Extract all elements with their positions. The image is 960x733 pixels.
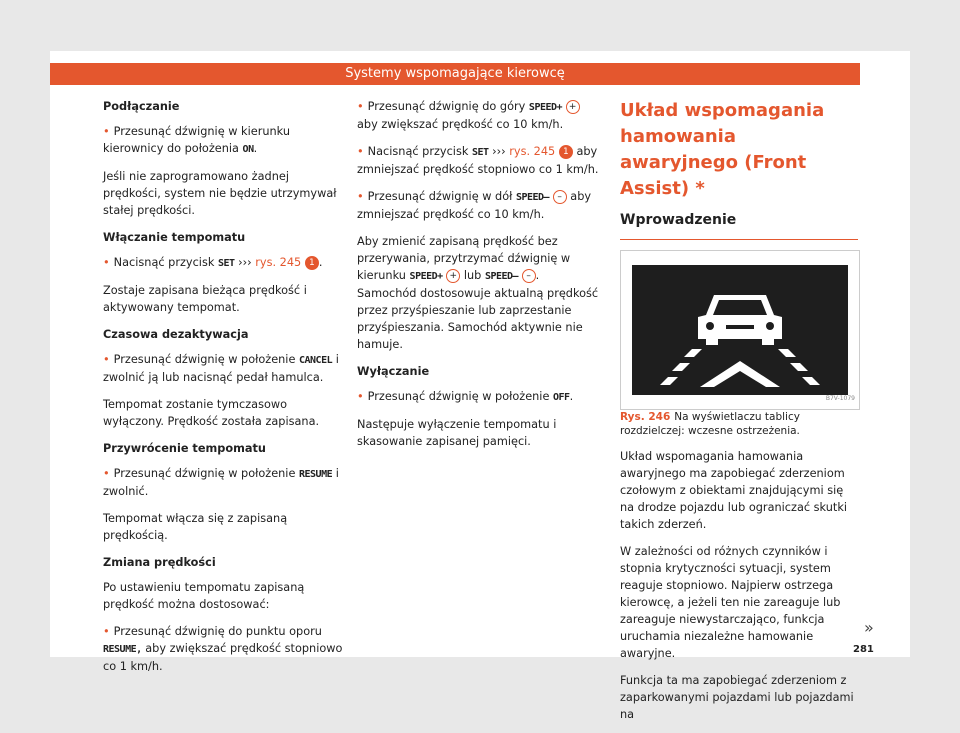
column-middle	[357, 98, 602, 460]
heading-zmiana-predkosci: Zmiana prędkości	[103, 556, 216, 569]
list-item: • Nacisnąć przycisk SET ››› rys. 245 1 .	[103, 256, 323, 269]
bullet-icon: •	[103, 125, 110, 138]
paragraph: Jeśli nie zaprogramowano żadnej prędkości, system nie będzie utrzymywał stałej prędkości.	[103, 170, 337, 217]
bullet-icon: •	[103, 353, 110, 366]
keyword: SPEED–	[484, 271, 519, 282]
callout-number: 1	[559, 145, 573, 159]
column-right	[620, 98, 860, 733]
bullet-icon: •	[357, 145, 364, 158]
keyword: SPEED+	[409, 271, 443, 282]
figure-caption: Rys. 246 Na wyświetlaczu tablicy rozdzielczej: wczesne ostrzeżenia.	[620, 411, 800, 437]
paragraph: Zostaje zapisana bieżąca prędkość i aktywowany tempomat.	[103, 284, 307, 314]
continue-icon: »	[864, 618, 874, 637]
plus-icon: +	[446, 269, 460, 283]
list-item: • Przesunąć dźwignię do góry SPEED+ + aby zwiększać prędkość co 10 km/h.	[357, 98, 602, 133]
bullet-icon: •	[357, 100, 364, 113]
figure-code: B7V-1079	[825, 395, 855, 402]
keyword: SET	[471, 147, 489, 158]
keyword: ON	[242, 144, 254, 155]
dashboard-display	[632, 265, 848, 395]
paragraph: Następuje wyłączenie tempomatu i skasowanie zapisanej pamięci.	[357, 418, 557, 448]
list-item: • Nacisnąć przycisk SET ››› rys. 245 1 aby zmniejszać prędkość stopniowo co 1 km/h.	[357, 145, 599, 176]
section-header: Systemy wspomagające kierowcę	[50, 63, 860, 85]
heading-przywrocenie: Przywrócenie tempomatu	[103, 442, 266, 455]
keyword: SET	[217, 258, 235, 269]
keyword: OFF	[553, 392, 570, 403]
list-item: • Przesunąć dźwignię w położenie CANCEL i zwolnić ją lub nacisnąć pedał hamulca.	[103, 353, 339, 384]
paragraph: Aby zmienić zapisaną prędkość bez przerywania, przytrzymać dźwignię w kierunku SPEED+ + lub SPEED– – . Samochód dostosowuje aktualną prędkość przez przyśpieszanie lub zaprzestanie przyśpieszania. Samochód aktywnie nie hamuje.	[357, 235, 599, 351]
bullet-icon: •	[103, 256, 110, 269]
figure-link[interactable]: rys. 245	[255, 256, 302, 269]
keyword: RESUME,	[103, 644, 142, 655]
plus-icon: +	[566, 100, 580, 114]
list-item: • Przesunąć dźwignię w dół SPEED– – aby zmniejszać prędkość co 10 km/h.	[357, 190, 592, 221]
paragraph: W zależności od różnych czynników i stopnia krytyczności sytuacji, system reaguje stopniowo. Najpierw ostrzega kierowcę, a jeżeli ten nie zareaguje lub zareaguje niewystarczająco, funkcja uruchamia niezależne hamowanie awaryjne.	[620, 545, 841, 660]
paragraph: Po ustawieniu tempomatu zapisaną prędkość można dostosować:	[103, 581, 305, 611]
section-title: Układ wspomagania hamowania awaryjnego (Front Assist) *	[620, 100, 825, 199]
heading-podlaczanie: Podłączanie	[103, 100, 180, 113]
callout-number: 1	[305, 256, 319, 270]
list-item: • Przesunąć dźwignię w położenie OFF.	[357, 390, 574, 403]
front-assist-warning-icon	[632, 265, 848, 395]
minus-icon: –	[522, 269, 536, 283]
list-item: • Przesunąć dźwignię w kierunku kierownicy do położenia ON.	[103, 125, 291, 155]
column-left	[103, 98, 348, 685]
figure-link[interactable]: rys. 245	[509, 145, 556, 158]
paragraph: Układ wspomagania hamowania awaryjnego ma zapobiegać zderzeniom czołowym z obiektami znajdującymi się na drodze pojazdu lub ograniczać skutki takich zderzeń.	[620, 450, 848, 531]
bullet-icon: •	[103, 467, 110, 480]
figure	[620, 250, 860, 410]
keyword: CANCEL	[299, 355, 333, 366]
bullet-icon: •	[357, 190, 364, 203]
heading-wylaczanie: Wyłączanie	[357, 365, 430, 378]
list-item: • Przesunąć dźwignię w położenie RESUME i zwolnić.	[103, 467, 339, 498]
keyword: SPEED–	[515, 192, 550, 203]
keyword: RESUME	[299, 469, 333, 480]
heading-czasowa-dezaktywacja: Czasowa dezaktywacja	[103, 328, 249, 341]
divider	[620, 239, 858, 240]
keyword: SPEED+	[528, 102, 563, 113]
subsection-title: Wprowadzenie	[620, 212, 737, 228]
paragraph: Tempomat włącza się z zapisaną prędkością.	[103, 512, 288, 542]
page-number: 281	[853, 644, 874, 655]
heading-wlaczanie: Włączanie tempomatu	[103, 231, 246, 244]
list-item: • Przesunąć dźwignię do punktu oporu RESUME, aby zwiększać prędkość stopniowo co 1 km/h.	[103, 625, 343, 673]
bullet-icon: •	[357, 390, 364, 403]
minus-icon: –	[553, 190, 567, 204]
paragraph: Tempomat zostanie tymczasowo wyłączony. Prędkość została zapisana.	[103, 398, 320, 428]
bullet-icon: •	[103, 625, 110, 638]
paragraph: Funkcja ta ma zapobiegać zderzeniom z zaparkowanymi pojazdami lub pojazdami na	[620, 674, 854, 721]
